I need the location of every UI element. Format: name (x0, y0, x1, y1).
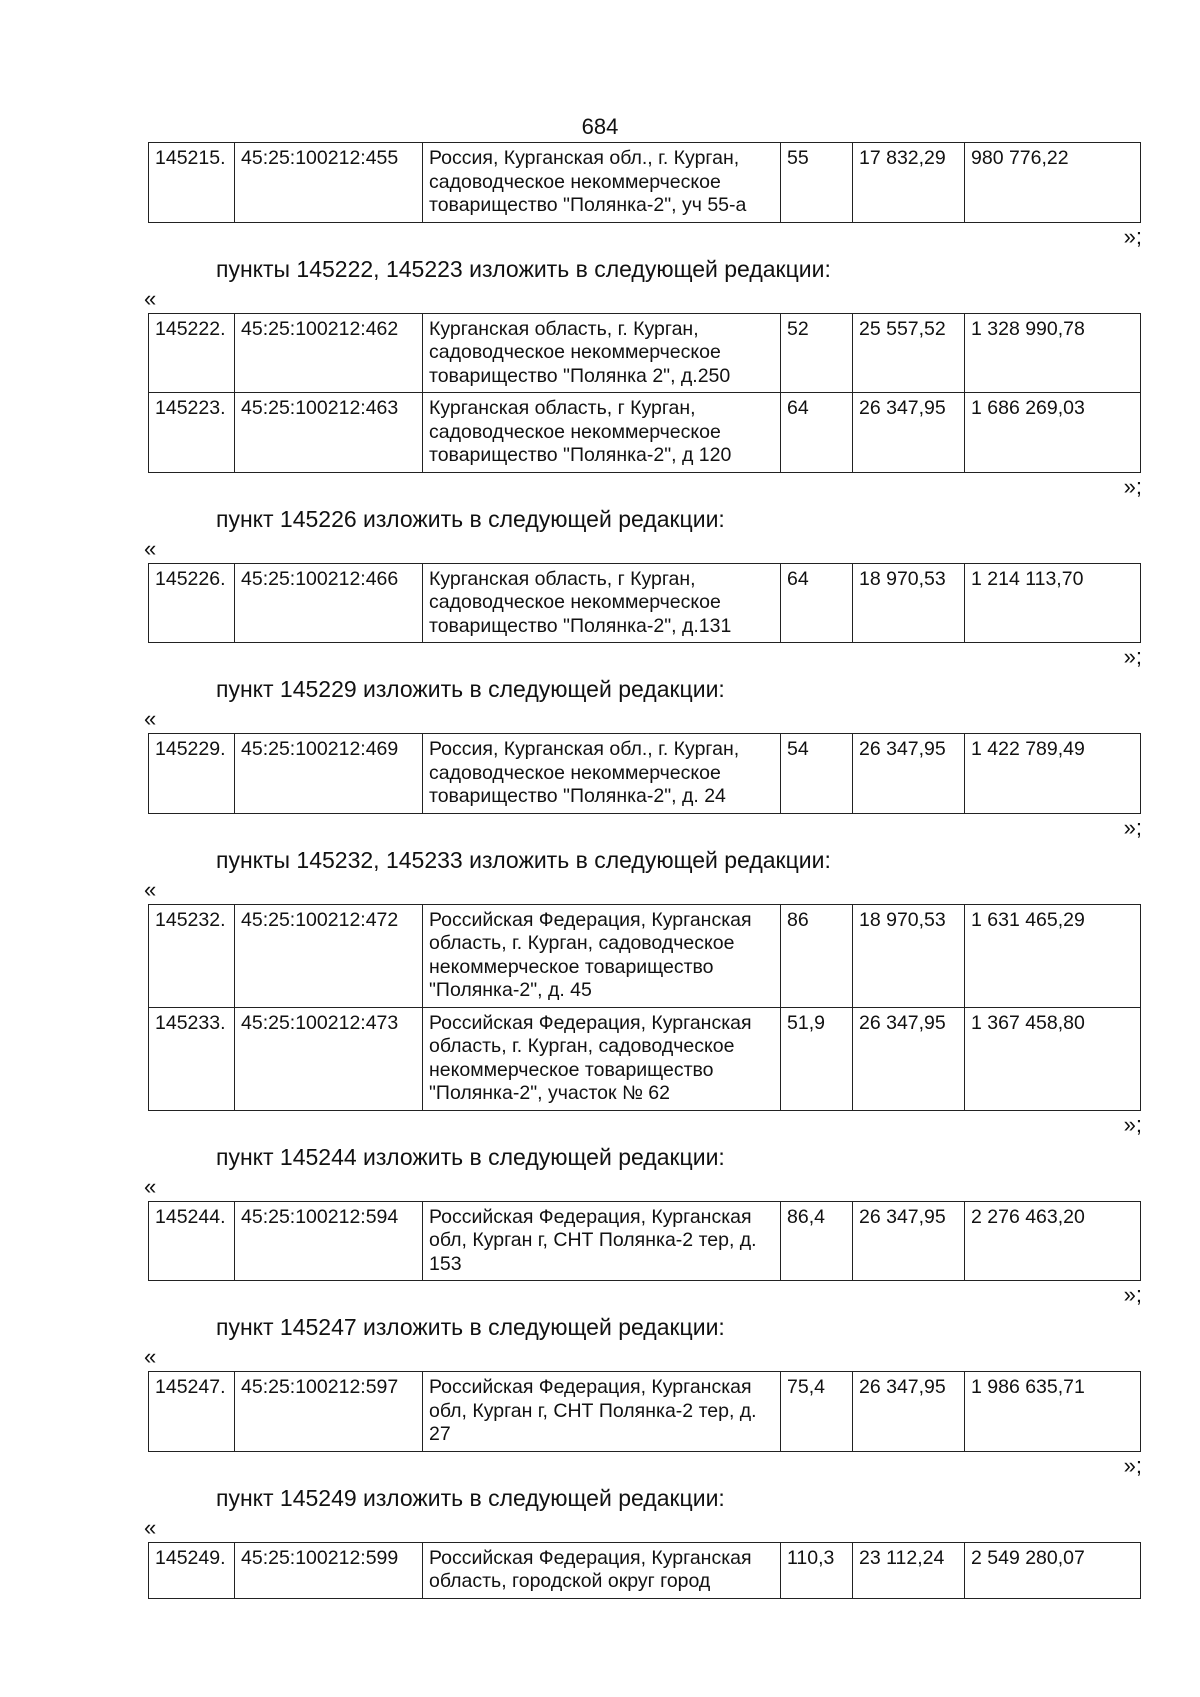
row-number-cell: 145226. (149, 563, 235, 643)
price-cell: 26 347,95 (853, 1372, 965, 1452)
land-plot-table (148, 1542, 1141, 1599)
document-body (144, 140, 1146, 1599)
address-cell: Российская Федерация, Курганская область, городской округ город (423, 1542, 781, 1598)
price-cell: 25 557,52 (853, 313, 965, 393)
area-cell: 75,4 (781, 1372, 853, 1452)
cadastral-value-cell: 1 631 465,29 (965, 904, 1141, 1007)
address-cell: Российская Федерация, Курганская обл, Курган г, СНТ Полянка-2 тер, д. 27 (423, 1372, 781, 1452)
cadastral-value-cell: 1 986 635,71 (965, 1372, 1141, 1452)
cadastral-number-cell: 45:25:100212:597 (235, 1372, 423, 1452)
amendment-instruction: пункт 145229 изложить в следующей редакции: (216, 676, 725, 702)
address-cell: Курганская область, г Курган, садоводческое некоммерческое товарищество "Полянка-2", д 120 (423, 393, 781, 473)
table-row (149, 904, 1141, 1007)
close-quote: »; (1123, 473, 1142, 499)
land-plot-table (148, 142, 1141, 223)
address-cell: Курганская область, г Курган, садоводческое некоммерческое товарищество "Полянка-2", д.131 (423, 563, 781, 643)
address-cell: Российская Федерация, Курганская обл, Курган г, СНТ Полянка-2 тер, д. 153 (423, 1201, 781, 1281)
price-cell: 17 832,29 (853, 143, 965, 223)
area-cell: 64 (781, 393, 853, 473)
cadastral-value-cell: 1 686 269,03 (965, 393, 1141, 473)
table-row (149, 313, 1141, 393)
land-plot-table (148, 904, 1141, 1111)
price-cell: 26 347,95 (853, 393, 965, 473)
cadastral-number-cell: 45:25:100212:455 (235, 143, 423, 223)
cadastral-value-cell: 1 422 789,49 (965, 734, 1141, 814)
area-cell: 54 (781, 734, 853, 814)
table-row (149, 1542, 1141, 1598)
close-quote: »; (1123, 814, 1142, 840)
table-row (149, 1007, 1141, 1110)
open-quote: « (144, 535, 157, 561)
row-number-cell: 145247. (149, 1372, 235, 1452)
row-number-cell: 145229. (149, 734, 235, 814)
close-quote: »; (1123, 644, 1142, 669)
row-number-cell: 145244. (149, 1201, 235, 1281)
address-cell: Россия, Курганская обл., г. Курган, садоводческое некоммерческое товарищество "Полянка-2", д. 24 (423, 734, 781, 814)
amendment-instruction: пункты 145222, 145223 изложить в следующей редакции: (216, 255, 831, 282)
open-quote: « (144, 706, 157, 731)
price-cell: 18 970,53 (853, 563, 965, 643)
row-number-cell: 145249. (149, 1542, 235, 1598)
row-number-cell: 145223. (149, 393, 235, 473)
close-quote: »; (1123, 1452, 1142, 1478)
address-cell: Россия, Курганская обл., г. Курган, садоводческое некоммерческое товарищество "Полянка-2", уч 55-а (423, 143, 781, 223)
cadastral-number-cell: 45:25:100212:473 (235, 1007, 423, 1110)
table-row (149, 393, 1141, 473)
area-cell: 64 (781, 563, 853, 643)
cadastral-value-cell: 2 549 280,07 (965, 1542, 1141, 1598)
land-plot-table (148, 1201, 1141, 1282)
open-quote: « (144, 1173, 157, 1199)
amendment-instruction: пункт 145226 изложить в следующей редакции: (216, 505, 725, 532)
cadastral-value-cell: 1 367 458,80 (965, 1007, 1141, 1110)
area-cell: 86,4 (781, 1201, 853, 1281)
page-number: 684 (581, 114, 619, 139)
price-cell: 18 970,53 (853, 904, 965, 1007)
amendment-instruction: пункт 145244 изложить в следующей редакции: (216, 1143, 725, 1170)
close-quote: »; (1123, 223, 1142, 249)
table-row (149, 143, 1141, 223)
cadastral-value-cell: 980 776,22 (965, 143, 1141, 223)
price-cell: 23 112,24 (853, 1542, 965, 1598)
table-row (149, 563, 1141, 643)
amendment-instruction: пункты 145232, 145233 изложить в следующей редакции: (216, 846, 831, 873)
close-quote: »; (1123, 1282, 1142, 1307)
row-number-cell: 145233. (149, 1007, 235, 1110)
cadastral-value-cell: 1 214 113,70 (965, 563, 1141, 643)
open-quote: « (144, 876, 157, 902)
area-cell: 52 (781, 313, 853, 393)
land-plot-table (148, 733, 1141, 814)
land-plot-table (148, 563, 1141, 644)
address-cell: Российская Федерация, Курганская область, г. Курган, садоводческое некоммерческое товарищество "Полянка-2", д. 45 (423, 904, 781, 1007)
table-row (149, 734, 1141, 814)
cadastral-value-cell: 2 276 463,20 (965, 1201, 1141, 1281)
land-plot-table (148, 313, 1141, 473)
close-quote: »; (1123, 1111, 1142, 1137)
open-quote: « (144, 1344, 157, 1369)
row-number-cell: 145215. (149, 143, 235, 223)
open-quote: « (144, 1514, 157, 1540)
amendment-instruction: пункт 145247 изложить в следующей редакции: (216, 1314, 725, 1340)
row-number-cell: 145222. (149, 313, 235, 393)
land-plot-table (148, 1371, 1141, 1452)
price-cell: 26 347,95 (853, 734, 965, 814)
cadastral-number-cell: 45:25:100212:594 (235, 1201, 423, 1281)
area-cell: 110,3 (781, 1542, 853, 1598)
price-cell: 26 347,95 (853, 1201, 965, 1281)
cadastral-number-cell: 45:25:100212:466 (235, 563, 423, 643)
cadastral-number-cell: 45:25:100212:469 (235, 734, 423, 814)
price-cell: 26 347,95 (853, 1007, 965, 1110)
area-cell: 55 (781, 143, 853, 223)
area-cell: 51,9 (781, 1007, 853, 1110)
area-cell: 86 (781, 904, 853, 1007)
cadastral-value-cell: 1 328 990,78 (965, 313, 1141, 393)
cadastral-number-cell: 45:25:100212:462 (235, 313, 423, 393)
cadastral-number-cell: 45:25:100212:472 (235, 904, 423, 1007)
cadastral-number-cell: 45:25:100212:463 (235, 393, 423, 473)
table-row (149, 1201, 1141, 1281)
open-quote: « (144, 285, 157, 311)
table-row (149, 1372, 1141, 1452)
address-cell: Российская Федерация, Курганская область, г. Курган, садоводческое некоммерческое товарищество "Полянка-2", участок № 62 (423, 1007, 781, 1110)
row-number-cell: 145232. (149, 904, 235, 1007)
address-cell: Курганская область, г. Курган, садоводческое некоммерческое товарищество "Полянка 2", д.250 (423, 313, 781, 393)
amendment-instruction: пункт 145249 изложить в следующей редакции: (216, 1484, 725, 1511)
cadastral-number-cell: 45:25:100212:599 (235, 1542, 423, 1598)
